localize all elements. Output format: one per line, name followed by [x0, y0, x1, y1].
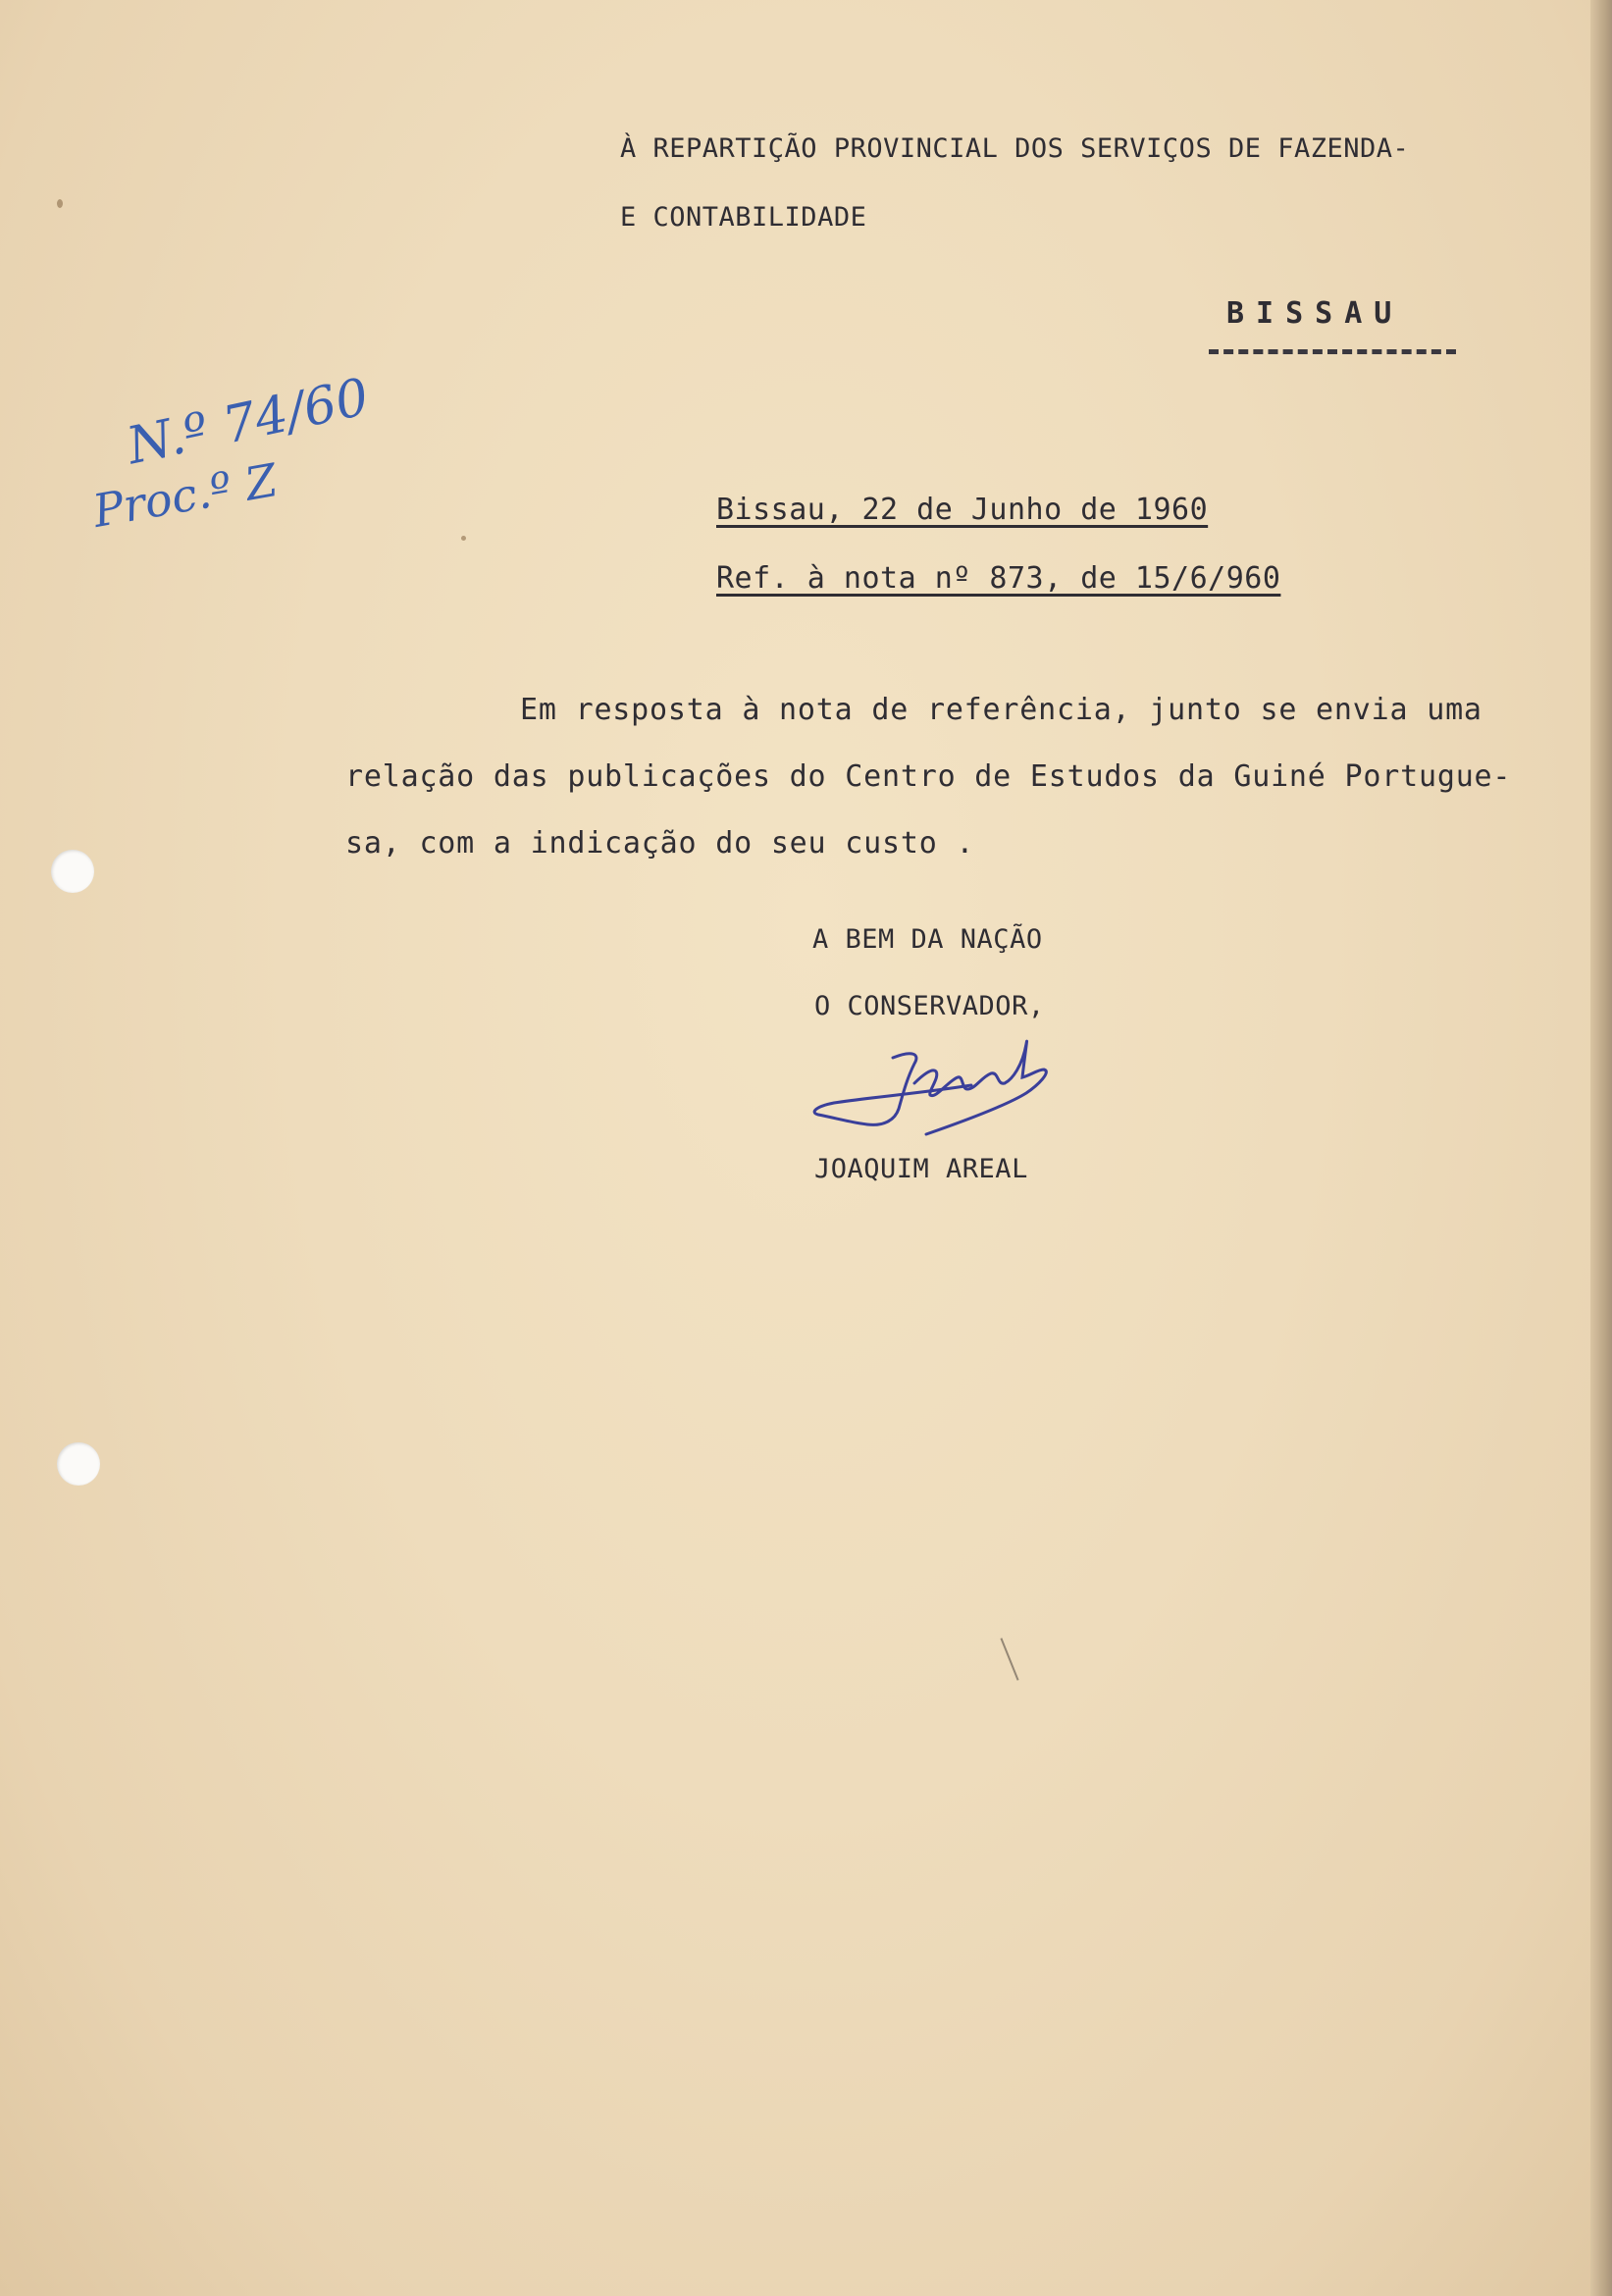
- page-edge: [1590, 0, 1612, 2296]
- paper-speck: [57, 199, 63, 208]
- handwritten-proc-number: Proc.º Z: [88, 452, 282, 539]
- body-line-3: sa, com a indicação do seu custo .: [345, 826, 975, 861]
- signatory-title: O CONSERVADOR,: [814, 991, 1045, 1021]
- letter-date: Bissau, 22 de Junho de 1960: [716, 493, 1209, 527]
- signature-icon: [805, 1020, 1099, 1148]
- closing-salutation: A BEM DA NAÇÃO: [812, 924, 1043, 955]
- recipient-line-2: E CONTABILIDADE: [620, 202, 867, 233]
- paper-crease: [1000, 1638, 1018, 1680]
- body-line-1: Em resposta à nota de referência, junto se envia uma: [520, 693, 1482, 727]
- punch-hole-bottom: [57, 1442, 100, 1486]
- paper-speck: [461, 536, 466, 541]
- punch-hole-top: [51, 850, 94, 893]
- recipient-line-1: À REPARTIÇÃO PROVINCIAL DOS SERVIÇOS DE FAZENDA-: [620, 133, 1410, 164]
- handwritten-file-number: N.º 74/60: [122, 367, 375, 477]
- reference-line: Ref. à nota nº 873, de 15/6/960: [716, 561, 1281, 596]
- body-line-2: relação das publicações do Centro de Estudos da Guiné Portugue-: [345, 759, 1512, 794]
- city-underline: [1209, 349, 1456, 354]
- signatory-name: JOAQUIM AREAL: [814, 1154, 1028, 1184]
- destination-city: BISSAU: [1226, 296, 1404, 331]
